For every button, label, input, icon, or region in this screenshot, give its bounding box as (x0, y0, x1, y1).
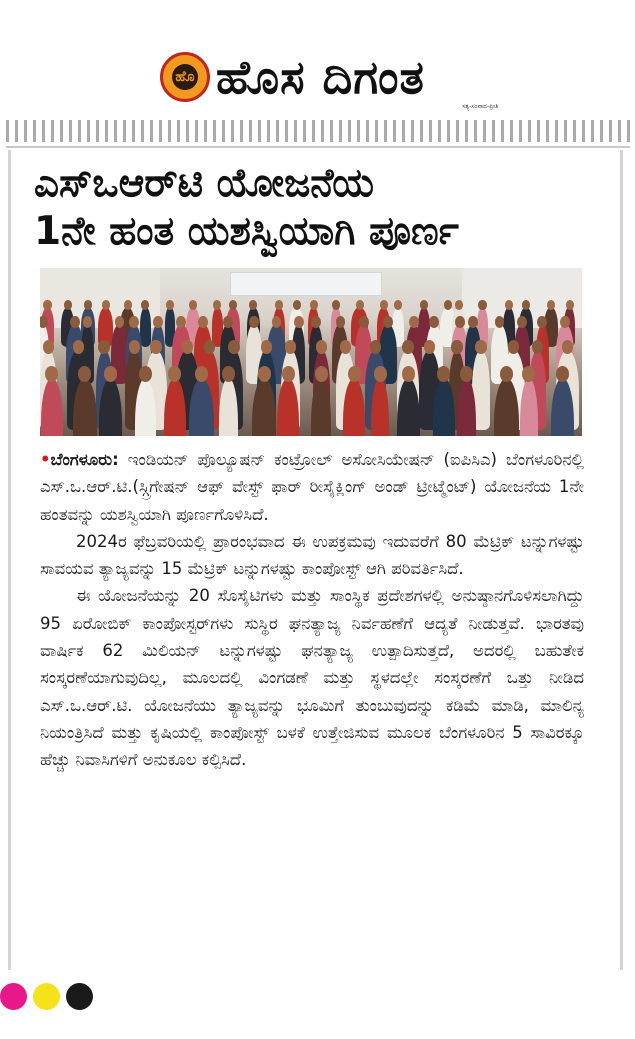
photo-person-head (505, 300, 513, 310)
photo-person-head (83, 316, 93, 328)
photo-person-head (249, 316, 259, 328)
article-headline (34, 160, 614, 256)
photo-person-head (429, 316, 439, 328)
photo-person-head (359, 316, 369, 328)
photo-person-head (98, 340, 109, 354)
photo-person-head (522, 300, 530, 310)
masthead (160, 42, 580, 112)
photo-person-head (420, 300, 428, 310)
photo-person-head (73, 340, 84, 354)
photo-person-head (468, 316, 478, 328)
photo-person-head (129, 316, 139, 328)
photo-person-head (153, 316, 163, 328)
masthead-tagline: ಸತ್ಯ-ಸಂವಾದ-ಪ್ರೀತಿ (462, 103, 499, 110)
photo-person-head (166, 300, 174, 310)
decorative-ruler (6, 120, 630, 142)
photo-person-head (228, 340, 239, 354)
photo-person-head (285, 340, 296, 354)
photo-person-head (451, 340, 462, 354)
photo-person-head (150, 340, 161, 354)
photo-person-head (460, 366, 473, 382)
photo-person (99, 378, 122, 436)
photo-person-head (115, 316, 125, 328)
photo-crowd (40, 296, 582, 436)
photo-person-head (182, 340, 193, 354)
photo-person-head (340, 340, 351, 354)
photo-person-head (409, 316, 419, 328)
photo-person-head (70, 316, 80, 328)
photo-person-head (198, 316, 208, 328)
photo-person-head (380, 300, 388, 310)
photo-person-head (566, 300, 574, 310)
photo-person-head (370, 340, 381, 354)
registration-dot-black (66, 983, 93, 1010)
photo-person-head (195, 366, 208, 382)
newspaper-name: ಹೊಸ ದಿಗಂತ (216, 50, 425, 104)
photo-person-head (229, 300, 237, 310)
photo-person-head (223, 316, 233, 328)
photo-person-head (43, 300, 51, 310)
photo-person (371, 378, 389, 436)
photo-banner (230, 272, 382, 296)
photo-person-head (213, 300, 221, 310)
photo-person-head (222, 366, 235, 382)
photo-person-head (249, 300, 257, 310)
photo-person-head (45, 366, 58, 382)
photo-person (343, 378, 366, 436)
photo-person-head (258, 366, 271, 382)
photo-person-head (43, 340, 54, 354)
headline-line-1: ಎಸ್‌ಒಆರ್‌ಟಿ ಯೋಜನೆಯ (34, 161, 375, 206)
photo-person-head (332, 300, 340, 310)
photo-person-head (282, 366, 295, 382)
photo-person (140, 307, 151, 347)
photo-person-head (537, 316, 547, 328)
photo-person-head (84, 300, 92, 310)
column-rule-left (8, 150, 11, 970)
photo-person-head (475, 340, 486, 354)
photo-person-head (560, 316, 570, 328)
photo-person-head (508, 340, 519, 354)
photo-person-head (64, 300, 72, 310)
divider (6, 146, 630, 148)
photo-person-head (562, 340, 573, 354)
photo-person-head (315, 366, 328, 382)
photo-person-head (275, 300, 283, 310)
registration-dot-magenta (0, 983, 27, 1010)
photo-person-head (402, 366, 415, 382)
photo-person-head (294, 316, 304, 328)
article-paragraph-2: 2024ರ ಫೆಬ್ರವರಿಯಲ್ಲಿ ಪ್ರಾರಂಭವಾದ ಈ ಉಪಕ್ರಮವು ಇದುವರೆಗೆ 80 ಮೆಟ್ರಿಕ್ ಟನ್ನುಗಳಷ್ಟು ಸಾವಯವ ತ್ಯಾಜ್ಯವನ್ನು 15 ಮೆಟ್ರಿಕ್ ಟನ್ನುಗಳಷ್ಟು ಕಾಂಪೋಸ್ಟ್ ಆಗಿ ಪರಿವರ್ತಿಸಿದೆ. (40, 531, 584, 579)
photo-person-head (348, 366, 361, 382)
article-paragraph-1 (40, 446, 584, 528)
photo-person-head (374, 366, 387, 382)
photo-person-head (310, 300, 318, 310)
photo-person-head (293, 300, 301, 310)
photo-person-head (272, 316, 282, 328)
photo-person-head (478, 300, 486, 310)
photo-person-head (455, 316, 465, 328)
registration-dot-yellow (33, 983, 60, 1010)
photo-person-head (40, 316, 48, 328)
photo-person-head (124, 300, 132, 310)
photo-person-head (129, 340, 140, 354)
photo-person-head (532, 340, 543, 354)
photo-person-head (104, 366, 117, 382)
column-rule-right (620, 150, 623, 970)
photo-person-head (261, 340, 272, 354)
article-paragraph-3: ಈ ಯೋಜನೆಯನ್ನು 20 ಸೊಸೈಟಿಗಳು ಮತ್ತು ಸಾಂಸ್ಥಿಕ ಪ್ರದೇಶಗಳಲ್ಲಿ ಅನುಷ್ಠಾನಗೊಳಿಸಲಾಗಿದ್ದು 95 ಏರೋಬಿಕ್ ಕಾಂಪೋಸ್ಟರ್‌ಗಳು ಸುಸ್ಥಿರ ಘನತ್ಯಾಜ್ಯ ನಿರ್ವಹಣೆಗೆ ಆದ್ಯತೆ ನೀಡುತ್ತವೆ. ಭಾರತವು ವಾರ್ಷಿಕ 62 ಮಿಲಿಯನ್ ಟನ್ನುಗಳಷ್ಟು ಘನತ್ಯಾಜ್ಯ ಉತ್ಪಾದಿಸುತ್ತದೆ, ಅದರಲ್ಲಿ ಬಹುತೇಕ ಸಂಸ್ಕರಣೆಯಾಗುವುದಿಲ್ಲ, ಮೂಲದಲ್ಲಿ ವಿಂಗಡಣೆ ಮತ್ತು ಸ್ಥಳದಲ್ಲೇ ಸಂಸ್ಕರಣೆಗೆ ಒತ್ತು ನೀಡಿದ ಎಸ್.ಒ.ಆರ್.ಟಿ. ಯೋಜನೆಯು ತ್ಯಾಜ್ಯವನ್ನು ಭೂಮಿಗೆ ತುಂಬುವುದನ್ನು ಕಡಿಮೆ ಮಾಡಿ, ಮಾಲಿನ್ಯ ನಿಯಂತ್ರಿಸಿದೆ ಮತ್ತು ಕೃಷಿಯಲ್ಲಿ ಕಾಂಪೋಸ್ಟ್ ಬಳಕೆ ಉತ್ತೇಜಿಸುವ ಮೂಲಕ ಬೆಂಗಳೂರಿನ 5 ಸಾವಿರಕ್ಕೂ ಹೆಚ್ಚು ನಿವಾಸಿಗಳಿಗೆ ಅನುಕೂಲ ಕಲ್ಪಿಸಿದೆ. (40, 586, 584, 770)
photo-person-head (168, 366, 181, 382)
logo-mark: ಹೊ (172, 64, 198, 90)
photo-person-head (336, 316, 346, 328)
photo-person-head (204, 340, 215, 354)
photo-person-head (437, 366, 450, 382)
photo-person-head (78, 366, 91, 382)
photo-person-head (102, 300, 110, 310)
photo-person-head (316, 340, 327, 354)
photo-person-head (424, 340, 435, 354)
registration-marks (0, 983, 99, 1010)
newspaper-logo-icon (160, 52, 210, 102)
photo-person-head (189, 300, 197, 310)
photo-person-head (311, 316, 321, 328)
article-body (40, 446, 584, 774)
photo-person-head (383, 316, 393, 328)
photo-person-head (495, 316, 505, 328)
bullet-icon: • (40, 450, 51, 469)
photo-person-head (139, 366, 152, 382)
photo-person-head (176, 316, 186, 328)
group-photo-icon (40, 268, 582, 436)
photo-person-head (500, 366, 513, 382)
dateline: ಬೆಂಗಳೂರು: (50, 450, 119, 469)
photo-person-head (556, 366, 569, 382)
paragraph-1-text: ಇಂಡಿಯನ್ ಪೊಲ್ಯೂಷನ್ ಕಂಟ್ರೋಲ್ ಅಸೋಸಿಯೇಷನ್ (ಐಪಿಸಿಎ) ಬೆಂಗಳೂರಿನಲ್ಲಿ ಎಸ್.ಒ.ಆರ್.ಟಿ.(ಸ್ಗ್ರಿಗೇಷನ್ ಆಫ್ ವೇಸ್ಟ್ ಫಾರ್ ರೀಸೈಕ್ಲಿಂಗ್ ಅಂಡ್ ಟ್ರೀಟ್ಮೆಂಟ್) ಯೋಜನೆಯ 1ನೇ ಹಂತವನ್ನು ಯಶಸ್ವಿಯಾಗಿ ಪೂರ್ಣಗೊಳಿಸಿದೆ. (40, 450, 584, 524)
photo-person-head (394, 300, 402, 310)
photo-person-head (517, 316, 527, 328)
photo-person-head (356, 300, 364, 310)
photo-person-head (547, 300, 555, 310)
photo-person-head (402, 340, 413, 354)
headline-line-2: 1ನೇ ಹಂತ ಯಶಸ್ವಿಯಾಗಿ ಪೂರ್ಣ (34, 209, 459, 254)
